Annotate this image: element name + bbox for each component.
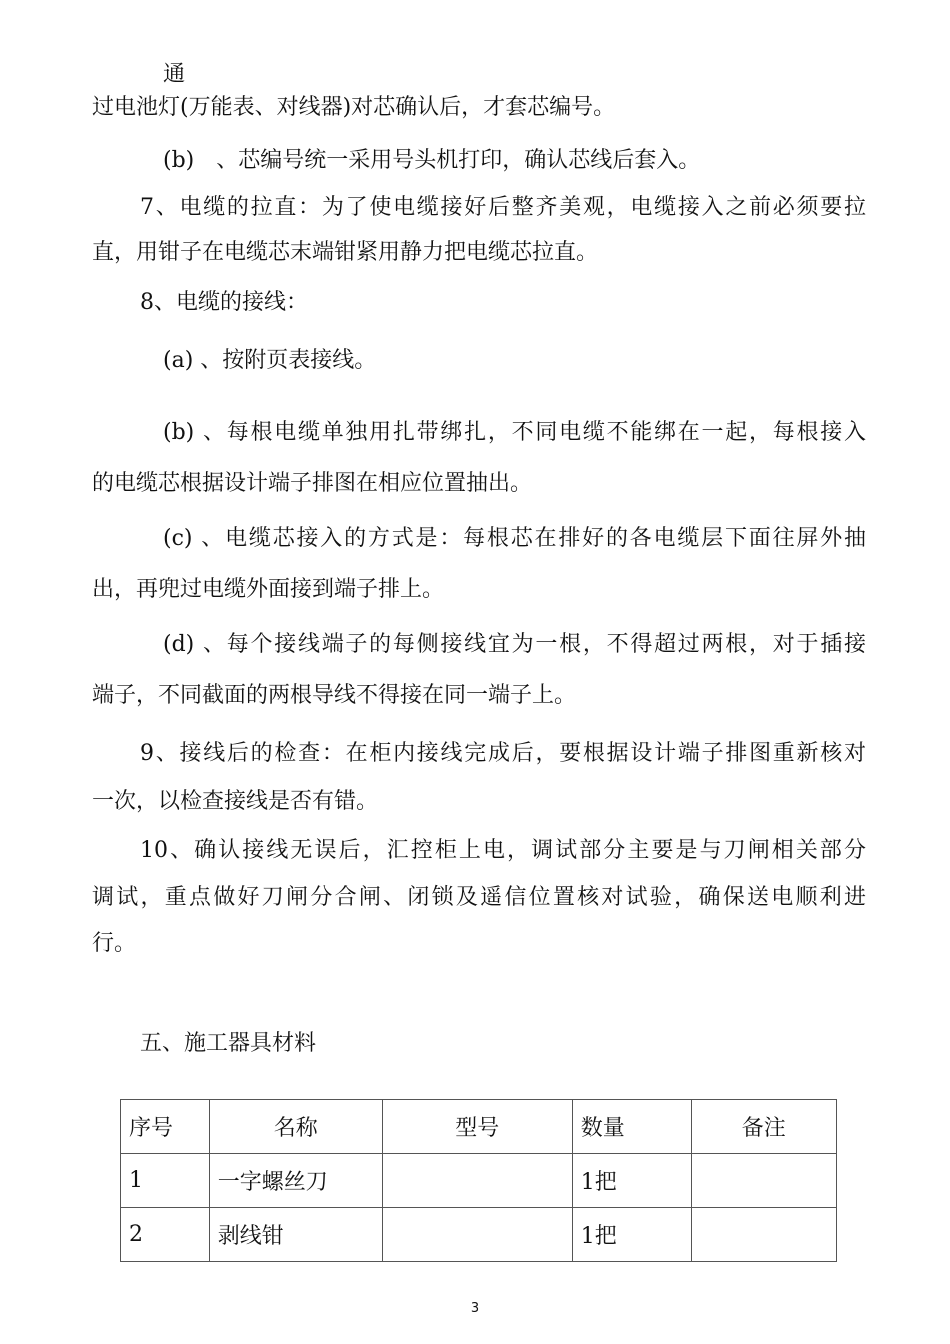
- table-cell: 剥线钳: [209, 1208, 382, 1262]
- tools-table: [120, 1099, 837, 1262]
- table-header-cell: 名称: [209, 1100, 382, 1154]
- table-header-cell: 型号: [382, 1100, 572, 1154]
- paragraph-line: 调试，重点做好刀闸分合闸、闭锁及遥信位置核对试验，确保送电顺利进: [92, 885, 866, 910]
- paragraph-line: 直，用钳子在电缆芯末端钳紧用静力把电缆芯拉直。: [92, 240, 599, 265]
- table-cell: [691, 1154, 836, 1208]
- paragraph-line: 一次，以检查接线是否有错。: [92, 789, 379, 814]
- paragraph-line: 通: [163, 62, 186, 87]
- table-row: [121, 1208, 837, 1262]
- paragraph-line: 的电缆芯根据设计端子排图在相应位置抽出。: [92, 471, 533, 496]
- paragraph-line: 行。: [92, 931, 137, 956]
- table-cell: [382, 1208, 572, 1262]
- table-cell: 2: [121, 1208, 210, 1262]
- paragraph-line: 出，再兜过电缆外面接到端子排上。: [92, 577, 445, 602]
- table-cell: 1把: [572, 1154, 691, 1208]
- table-header-cell: 备注: [691, 1100, 836, 1154]
- table-cell: 一字螺丝刀: [209, 1154, 382, 1208]
- table-header-cell: 数量: [572, 1100, 691, 1154]
- paragraph-line: (c) 、电缆芯接入的方式是：每根芯在排好的各电缆层下面往屏外抽: [163, 526, 866, 551]
- paragraph-line: (b) 、芯编号统一采用号头机打印，确认芯线后套入。: [163, 148, 701, 173]
- table-header-row: [121, 1100, 837, 1154]
- page-number: 3: [470, 1301, 480, 1316]
- table-row: [121, 1154, 837, 1208]
- paragraph-line: 9、接线后的检查：在柜内接线完成后，要根据设计端子排图重新核对: [140, 741, 866, 766]
- paragraph-line: (d) 、每个接线端子的每侧接线宜为一根，不得超过两根，对于插接: [163, 632, 866, 657]
- table-cell: 1: [121, 1154, 210, 1208]
- paragraph-line: 10、确认接线无误后，汇控柜上电，调试部分主要是与刀闸相关部分: [140, 838, 866, 863]
- table-header-cell: 序号: [121, 1100, 210, 1154]
- paragraph-line: 端子，不同截面的两根导线不得接在同一端子上。: [92, 683, 577, 708]
- paragraph-line: (b) 、每根电缆单独用扎带绑扎，不同电缆不能绑在一起，每根接入: [163, 420, 866, 445]
- paragraph-line: 7、电缆的拉直：为了使电缆接好后整齐美观，电缆接入之前必须要拉: [140, 195, 866, 220]
- table-cell: [382, 1154, 572, 1208]
- paragraph-line: (a) 、按附页表接线。: [163, 348, 377, 373]
- section-heading: 五、施工器具材料: [140, 1031, 317, 1056]
- table-cell: 1把: [572, 1208, 691, 1262]
- paragraph-line: 过电池灯(万能表、对线器)对芯确认后，才套芯编号。: [92, 95, 616, 120]
- paragraph-line: 8、电缆的接线：: [140, 290, 308, 315]
- table-cell: [691, 1208, 836, 1262]
